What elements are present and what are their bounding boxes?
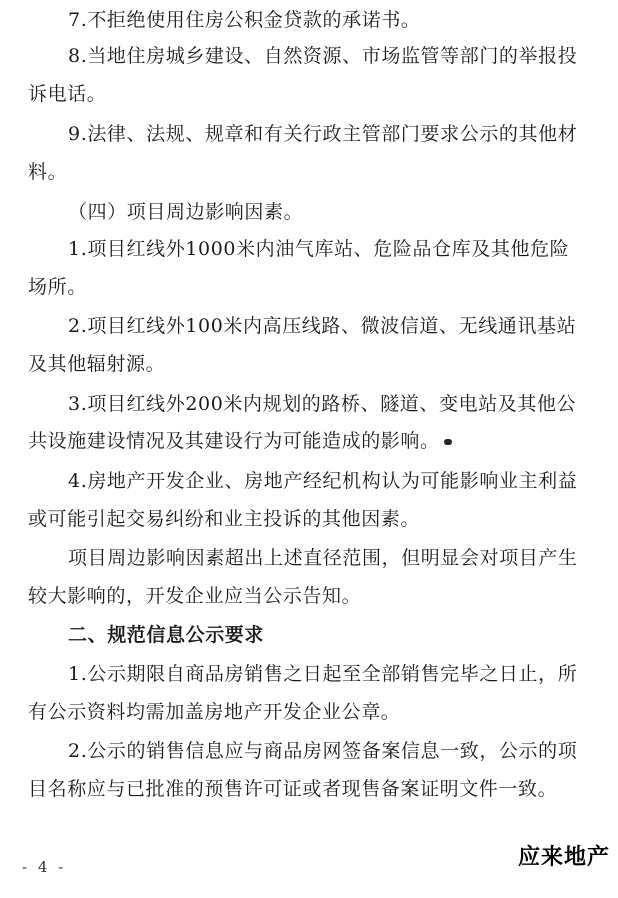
paragraph-line: 场所。: [28, 276, 87, 298]
paragraph-line: 1.项目红线外1000米内油气库站、危险品仓库及其他危险: [68, 238, 570, 260]
paragraph-line: 2.公示的销售信息应与商品房网签备案信息一致，公示的项: [68, 740, 578, 762]
paragraph-line: 项目周边影响因素超出上述直径范围，但明显会对项目产生: [68, 547, 578, 569]
paragraph-line: 9.法律、法规、规章和有关行政主管部门要求公示的其他材: [68, 123, 578, 145]
paragraph-line: 诉电话。: [28, 83, 107, 105]
page-number: - 4 -: [22, 858, 67, 876]
paragraph-line-text: 共设施建设情况及其建设行为可能造成的影响。: [28, 430, 440, 452]
paragraph-line: 目名称应与已批准的预售许可证或者现售备案证明文件一致。: [28, 778, 558, 800]
section-subheading: （四）项目周边影响因素。: [68, 201, 304, 223]
paragraph-line: 1.公示期限自商品房销售之日起至全部销售完毕之日止，所: [68, 663, 578, 685]
watermark-text: 应来地产: [517, 845, 610, 870]
paragraph-line: 2.项目红线外100米内高压线路、微波信道、无线通讯基站: [68, 315, 577, 337]
paragraph-line: 较大影响的，开发企业应当公示告知。: [28, 585, 362, 607]
paragraph-line: 料。: [28, 161, 68, 183]
paragraph-line: [0, 429, 618, 453]
paragraph-line: 有公示资料均需加盖房地产开发企业公章。: [28, 701, 401, 723]
paragraph-line: 4.房地产开发企业、房地产经纪机构认为可能影响业主利益: [68, 470, 578, 492]
paragraph-line: 7.不拒绝使用住房公积金贷款的承诺书。: [68, 9, 421, 31]
paragraph-line: 及其他辐射源。: [28, 353, 166, 375]
paragraph-line: 或可能引起交易纠纷和业主投诉的其他因素。: [28, 508, 421, 530]
ink-dot: [444, 439, 452, 445]
section-heading: 二、规范信息公示要求: [68, 624, 265, 646]
paragraph-line: 3.项目红线外200米内规划的路桥、隧道、变电站及其他公: [68, 393, 577, 415]
paragraph-line: 8.当地住房城乡建设、自然资源、市场监管等部门的举报投: [68, 45, 578, 67]
